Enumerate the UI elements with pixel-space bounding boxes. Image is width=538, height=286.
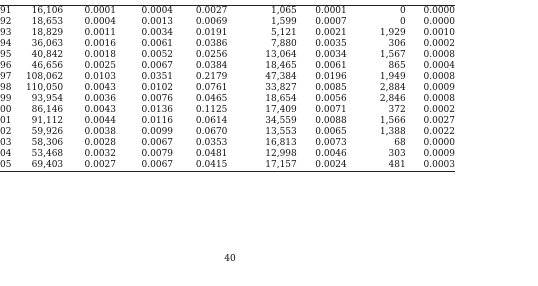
value-cell: 1,599	[271, 17, 297, 27]
year-cell: 04	[0, 149, 12, 159]
value-cell: 865	[388, 61, 406, 71]
value-cell: 0.0004	[84, 17, 117, 27]
value-cell: 0.0067	[141, 138, 174, 148]
table-row	[0, 50, 455, 61]
value-cell: 1,566	[379, 116, 406, 126]
value-cell: 0.0061	[141, 39, 174, 49]
value-cell: 0.0670	[195, 127, 228, 137]
value-cell: 16,106	[31, 6, 64, 16]
value-cell: 0.0002	[423, 39, 455, 49]
value-cell: 1,388	[379, 127, 406, 137]
value-cell: 0.0008	[423, 50, 455, 60]
value-cell: 0.0465	[195, 94, 228, 104]
value-cell: 0.0027	[63, 160, 116, 172]
value-cell: 18,465	[265, 61, 297, 71]
page-number: 40	[224, 254, 236, 264]
value-cell: 16,813	[265, 138, 297, 148]
value-cell: 7,880	[271, 39, 297, 49]
value-cell: 17,409	[265, 105, 297, 115]
header-cell-text	[43, 0, 63, 1]
value-cell: 0.0116	[141, 116, 174, 126]
value-cell: 0.0028	[84, 138, 117, 148]
value-cell: 0.0038	[84, 127, 117, 137]
value-cell: 0.0069	[195, 17, 228, 27]
table-row	[0, 116, 455, 127]
value-cell: 40,842	[31, 50, 64, 60]
value-cell: 0.0032	[84, 149, 117, 159]
value-cell: 0.0009	[423, 149, 455, 159]
value-cell: 0.0016	[84, 39, 117, 49]
header-cell-text	[91, 0, 116, 1]
value-cell: 1,065	[271, 6, 297, 16]
value-cell: 0.0046	[315, 149, 347, 159]
value-cell: 0.0034	[141, 28, 174, 38]
year-cell: 03	[0, 138, 12, 148]
value-cell: 0.1125	[195, 105, 228, 115]
value-cell: 0.0009	[423, 83, 455, 93]
table-row	[0, 28, 455, 39]
value-cell: 0.0036	[84, 94, 117, 104]
value-cell: 1,567	[379, 50, 406, 60]
value-cell: 0.0043	[84, 105, 117, 115]
value-cell: 0.0011	[84, 28, 117, 38]
value-cell: 0.0386	[195, 39, 228, 49]
value-cell: 0.0024	[297, 160, 347, 172]
value-cell: 86,146	[31, 105, 64, 115]
year-cell: 05	[0, 160, 12, 170]
value-cell: 93,954	[31, 94, 64, 104]
value-cell: 0.0353	[195, 138, 228, 148]
value-cell: 108,062	[25, 72, 64, 82]
value-cell: 0.0010	[423, 28, 455, 38]
table-row	[0, 94, 455, 105]
table-row	[0, 83, 455, 94]
value-cell: 2,884	[379, 83, 406, 93]
value-cell: 0.0351	[141, 72, 174, 82]
value-cell: 0.0071	[315, 105, 347, 115]
header-cell-text	[385, 0, 405, 1]
value-cell: 0.0061	[315, 61, 347, 71]
table-row	[0, 6, 455, 18]
value-cell: 372	[388, 105, 406, 115]
value-cell: 0.0079	[141, 149, 174, 159]
value-cell: 0.0027	[195, 6, 228, 16]
value-cell: 33,827	[265, 83, 297, 93]
value-cell: 0.0136	[141, 105, 174, 115]
table-row	[0, 149, 455, 160]
value-cell: 0.0035	[315, 39, 347, 49]
value-cell: 0.0073	[315, 138, 347, 148]
value-cell: 69,403	[12, 160, 63, 172]
value-cell: 0.0008	[423, 94, 455, 104]
value-cell: 0.0004	[141, 6, 174, 16]
value-cell: 0.0025	[84, 61, 117, 71]
value-cell: 0.0191	[195, 28, 228, 38]
value-cell: 13,553	[265, 127, 297, 137]
value-cell: 0.0384	[195, 61, 228, 71]
value-cell: 0.0076	[141, 94, 174, 104]
value-cell: 481	[347, 160, 406, 172]
value-cell: 0.0085	[315, 83, 347, 93]
value-cell: 0.0415	[173, 160, 227, 172]
value-cell: 0.0007	[315, 17, 347, 27]
value-cell: 0.0256	[195, 50, 228, 60]
value-cell: 0.0088	[315, 116, 347, 126]
value-cell: 0.0614	[195, 116, 228, 126]
value-cell: 0.0103	[84, 72, 117, 82]
value-cell: 0.0761	[195, 83, 228, 93]
value-cell: 2,846	[379, 94, 406, 104]
table-row	[0, 105, 455, 116]
year-cell: 02	[0, 127, 12, 137]
table-row	[0, 39, 455, 50]
value-cell: 18,653	[31, 17, 64, 27]
value-cell: 0.0099	[141, 127, 174, 137]
year-cell: 98	[0, 83, 12, 93]
value-cell: 0.0196	[315, 72, 347, 82]
value-cell: 59,926	[31, 127, 64, 137]
value-cell: 1,929	[379, 28, 406, 38]
value-cell: 306	[388, 39, 406, 49]
value-cell: 0.0056	[315, 94, 347, 104]
value-cell: 0.0021	[315, 28, 347, 38]
table-row	[0, 138, 455, 149]
value-cell: 0.0052	[141, 50, 174, 60]
value-cell: 1,949	[379, 72, 406, 82]
header-cell-text	[0, 0, 10, 1]
value-cell: 0.0067	[141, 61, 174, 71]
value-cell: 17,157	[227, 160, 296, 172]
value-cell: 0.0001	[315, 6, 347, 16]
value-cell: 0.0000	[423, 17, 455, 27]
value-cell: 18,654	[265, 94, 297, 104]
value-cell: 0.0000	[423, 6, 455, 16]
value-cell: 47,384	[265, 72, 297, 82]
value-cell: 13,064	[265, 50, 297, 60]
value-cell: 0.0002	[423, 105, 455, 115]
value-cell: 0	[399, 6, 406, 16]
value-cell: 0	[399, 17, 406, 27]
value-cell: 0.0481	[195, 149, 228, 159]
header-cell-text	[423, 0, 455, 1]
year-cell: 93	[0, 28, 12, 38]
year-cell: 96	[0, 61, 12, 71]
table-row	[0, 72, 455, 83]
table-row	[0, 127, 455, 138]
value-cell: 0.0018	[84, 50, 117, 60]
year-cell: 01	[0, 116, 12, 126]
value-cell: 36,063	[31, 39, 64, 49]
table-row	[0, 160, 455, 172]
value-cell: 18,829	[31, 28, 64, 38]
value-cell: 68	[394, 138, 406, 148]
header-cell-text	[315, 0, 347, 1]
header-cell-text	[276, 0, 296, 1]
value-cell: 0.0004	[423, 61, 455, 71]
header-cell-text	[131, 0, 173, 1]
value-cell: 0.0044	[84, 116, 117, 126]
value-cell: 0.0022	[423, 127, 455, 137]
value-cell: 0.0000	[423, 138, 455, 148]
year-cell: 91	[0, 6, 12, 16]
value-cell: 5,121	[271, 28, 297, 38]
value-cell: 0.0001	[84, 6, 117, 16]
value-cell: 0.0102	[141, 83, 174, 93]
value-cell: 0.0013	[141, 17, 174, 27]
year-cell: 00	[0, 105, 12, 115]
value-cell: 58,306	[31, 138, 64, 148]
value-cell: 0.0003	[406, 160, 455, 172]
value-cell: 110,050	[25, 83, 64, 93]
value-cell: 0.0027	[423, 116, 455, 126]
year-cell: 95	[0, 50, 12, 60]
value-cell: 0.0065	[315, 127, 347, 137]
value-cell: 53,468	[31, 149, 64, 159]
value-cell: 0.0034	[315, 50, 347, 60]
year-cell: 94	[0, 39, 12, 49]
value-cell: 46,656	[31, 61, 64, 71]
year-cell: 99	[0, 94, 12, 104]
value-cell: 34,559	[265, 116, 297, 126]
table-body	[0, 6, 455, 172]
year-cell: 92	[0, 17, 12, 27]
value-cell: 0.0043	[84, 83, 117, 93]
value-cell: 0.2179	[195, 72, 228, 82]
value-cell: 0.0008	[423, 72, 455, 82]
value-cell: 91,112	[31, 116, 64, 126]
table-row	[0, 17, 455, 28]
value-cell: 303	[388, 149, 406, 159]
table-row	[0, 61, 455, 72]
value-cell: 0.0067	[116, 160, 173, 172]
header-cell-text	[205, 0, 228, 1]
year-cell: 97	[0, 72, 12, 82]
value-cell: 12,998	[265, 149, 297, 159]
